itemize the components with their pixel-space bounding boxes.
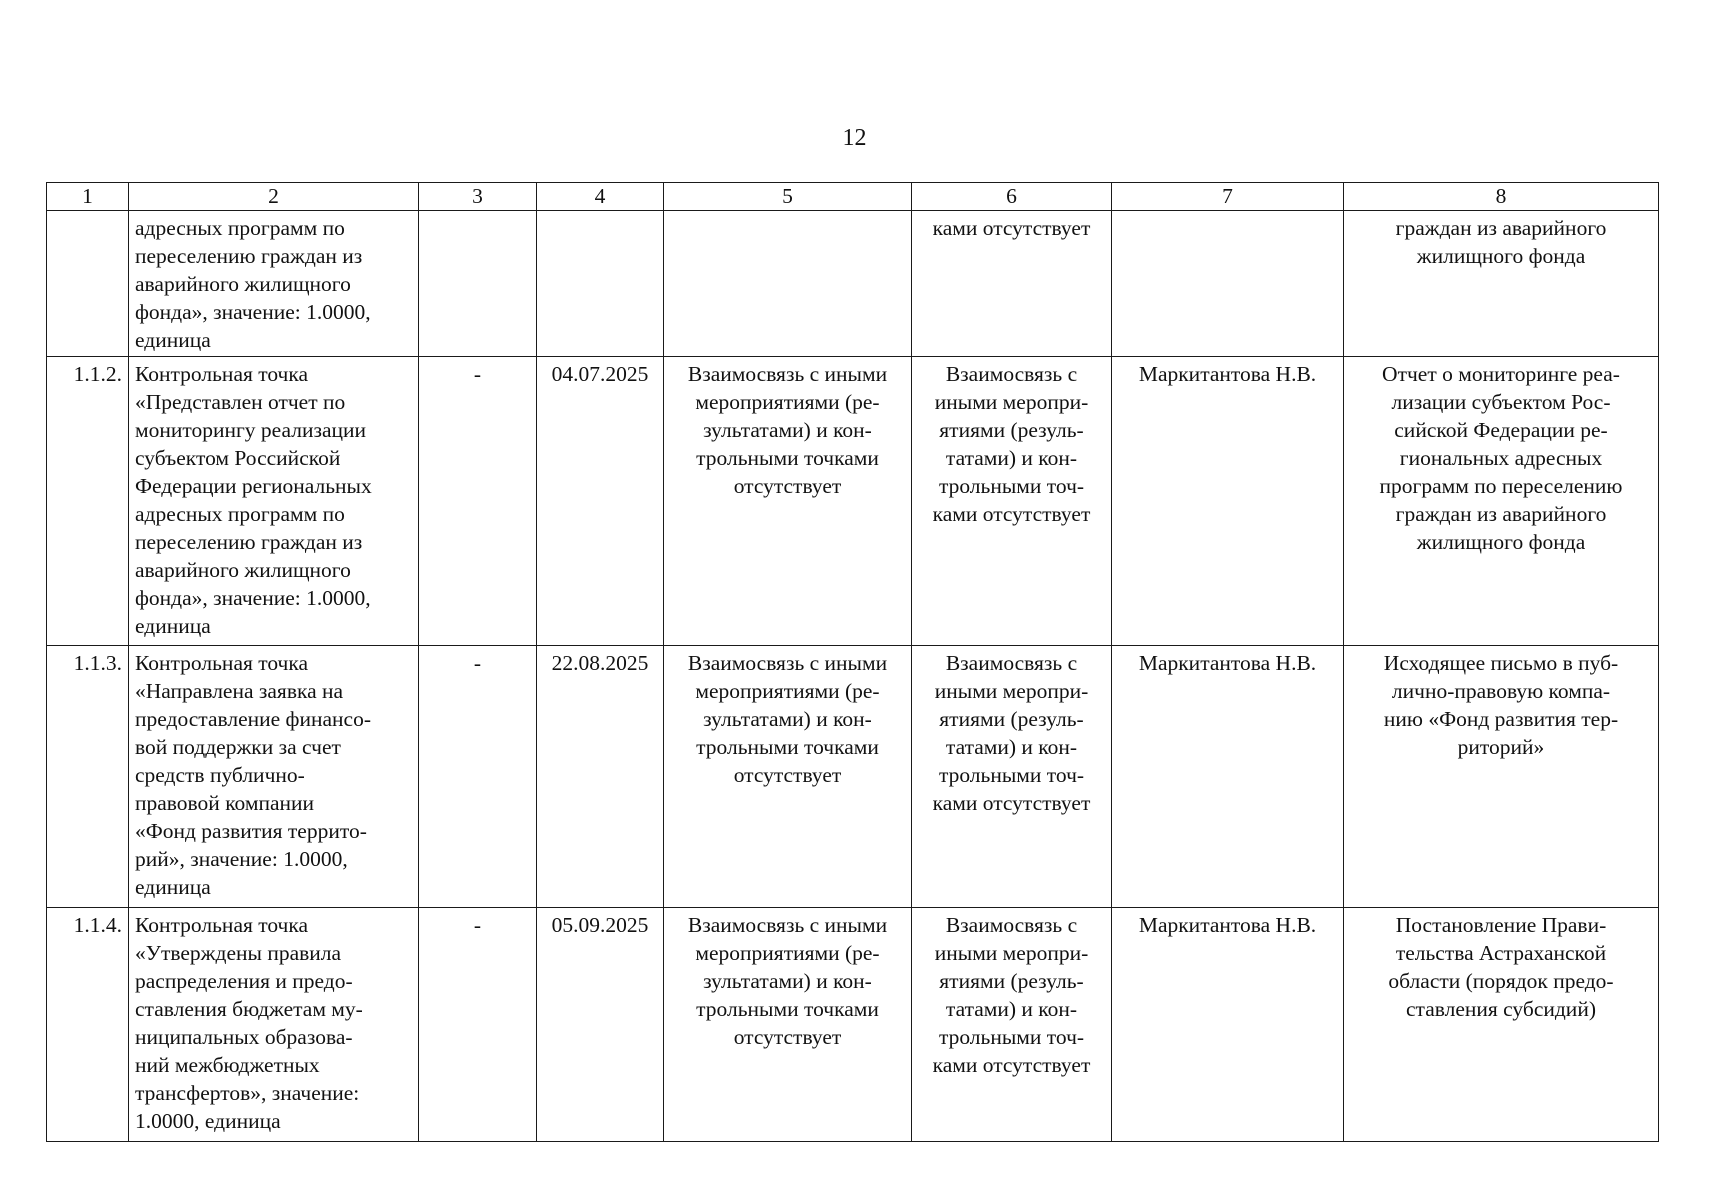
responsible-person: Маркитантова Н.В. <box>1138 362 1317 386</box>
date-cell <box>537 211 664 357</box>
measure-name: адресных программ по переселению граждан из аварийного жилищного фонда», значение: 1.0000, единица <box>135 216 371 352</box>
deadline-date: 22.08.2025 <box>551 651 649 675</box>
relation-events-cell <box>912 908 1112 1142</box>
confirming-document: Исходящее письмо в пуб- лично-правовую компа- нию «Фонд развития тер- риторий» <box>1383 651 1619 759</box>
reference: - <box>473 651 482 675</box>
measure-name: Контрольная точка «Направлена заявка на предоставление финансо- вой поддержки за счет средств публично- правовой компании «Фонд развития террито- рий», значение: 1.0000, единица <box>135 651 371 899</box>
table-row <box>47 357 1659 646</box>
measure-name-cell <box>129 908 419 1142</box>
confirming-document: Отчет о мониторинге реа- лизации субъектом Рос- сийской Федерации ре- гиональных адресных программ по переселению граждан из аварийного жилищного фонда <box>1379 362 1623 554</box>
row-number: 1.1.3. <box>73 651 122 675</box>
relation-events: ками отсутствует <box>932 216 1091 240</box>
relation-events: Взаимосвязь с иными меропри- ятиями (резуль- татами) и кон- трольными точ- ками отсутствует <box>932 362 1091 526</box>
document-cell <box>1344 908 1659 1142</box>
reference-cell <box>419 211 537 357</box>
measure-name: Контрольная точка «Представлен отчет по мониторингу реализации субъектом Российской Федерации региональных адресных программ по переселению граждан из аварийного жилищного фонда», значение: 1.0000, единица <box>135 362 372 638</box>
row-number-cell <box>47 357 129 646</box>
col-header-8: 8 <box>1344 183 1659 211</box>
relation-events-cell <box>912 211 1112 357</box>
col-header-7: 7 <box>1112 183 1344 211</box>
relation-events-cell <box>912 357 1112 646</box>
row-number-cell <box>47 646 129 908</box>
confirming-document: Постановление Прави- тельства Астраханской области (порядок предо- ставления субсидий) <box>1388 913 1614 1021</box>
reference-cell <box>419 357 537 646</box>
relation-events-cell <box>912 646 1112 908</box>
relation-events: Взаимосвязь с иными меропри- ятиями (резуль- татами) и кон- трольными точ- ками отсутствует <box>932 913 1091 1077</box>
reference-cell <box>419 908 537 1142</box>
deadline-date: 04.07.2025 <box>551 362 649 386</box>
relation-results-cell <box>664 908 912 1142</box>
relation-events: Взаимосвязь с иными меропри- ятиями (резуль- татами) и кон- трольными точ- ками отсутствует <box>932 651 1091 815</box>
reference-cell <box>419 646 537 908</box>
measure-name-cell <box>129 211 419 357</box>
col-header-1: 1 <box>47 183 129 211</box>
confirming-document: граждан из аварийного жилищного фонда <box>1395 216 1607 268</box>
relation-results: Взаимосвязь с иными мероприятиями (ре- зультатами) и кон- трольными точками отсутствует <box>687 913 888 1049</box>
relation-results: Взаимосвязь с иными мероприятиями (ре- зультатами) и кон- трольными точками отсутствует <box>687 362 888 498</box>
document-cell <box>1344 357 1659 646</box>
col-header-3: 3 <box>419 183 537 211</box>
table-row <box>47 646 1659 908</box>
document-cell <box>1344 646 1659 908</box>
date-cell <box>537 357 664 646</box>
document-cell <box>1344 211 1659 357</box>
responsible-person: Маркитантова Н.В. <box>1138 651 1317 675</box>
col-header-4: 4 <box>537 183 664 211</box>
relation-results-cell <box>664 646 912 908</box>
row-number: 1.1.2. <box>73 362 122 386</box>
col-header-6: 6 <box>912 183 1112 211</box>
measures-table <box>46 182 1659 1142</box>
relation-results-cell <box>664 211 912 357</box>
responsible-cell <box>1112 211 1344 357</box>
row-number-cell <box>47 908 129 1142</box>
table-row <box>47 211 1659 357</box>
responsible-cell <box>1112 908 1344 1142</box>
date-cell <box>537 646 664 908</box>
responsible-cell <box>1112 646 1344 908</box>
row-number: 1.1.4. <box>73 913 122 937</box>
date-cell <box>537 908 664 1142</box>
deadline-date: 05.09.2025 <box>551 913 649 937</box>
relation-results: Взаимосвязь с иными мероприятиями (ре- зультатами) и кон- трольными точками отсутствует <box>687 651 888 787</box>
row-number-cell <box>47 211 129 357</box>
measure-name-cell <box>129 646 419 908</box>
responsible-person: Маркитантова Н.В. <box>1138 913 1317 937</box>
col-header-2: 2 <box>129 183 419 211</box>
page-number: 12 <box>842 125 867 151</box>
reference: - <box>473 913 482 937</box>
responsible-cell <box>1112 357 1344 646</box>
table-row <box>47 908 1659 1142</box>
measure-name: Контрольная точка «Утверждены правила распределения и предо- ставления бюджетам му- ниципальных образова- ний межбюджетных трансфертов», значение: 1.0000, единица <box>135 913 363 1133</box>
table-header-row <box>47 183 1659 211</box>
col-header-5: 5 <box>664 183 912 211</box>
measure-name-cell <box>129 357 419 646</box>
relation-results-cell <box>664 357 912 646</box>
reference: - <box>473 362 482 386</box>
